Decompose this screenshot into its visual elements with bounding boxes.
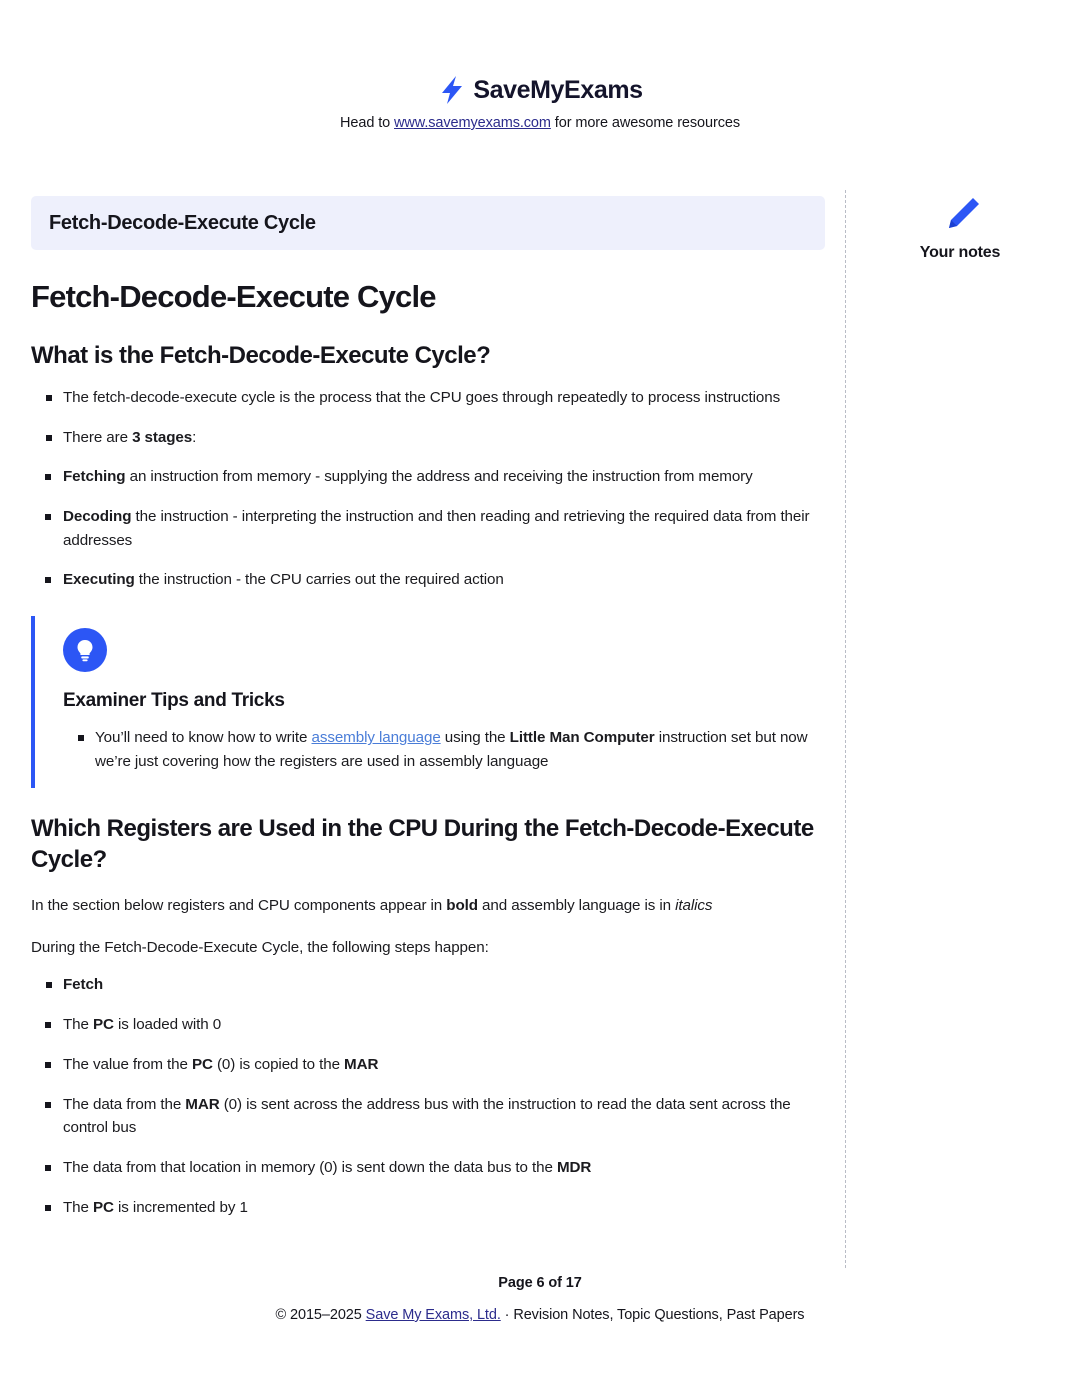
list-item	[63, 726, 825, 773]
copyright	[0, 1307, 1080, 1323]
paragraph-steps-intro: During the Fetch-Decode-Execute Cycle, the following steps happen:	[31, 938, 489, 956]
section-heading-2: Which Registers are Used in the CPU During the Fetch-Decode-Execute Cycle?	[31, 814, 814, 874]
step-bold: MAR	[185, 1095, 220, 1113]
save-my-exams-link[interactable]: Save My Exams, Ltd.	[365, 1307, 501, 1323]
step-bold: PC	[93, 1198, 114, 1216]
callout-text-a: You’ll need to know how to write	[95, 729, 312, 747]
page-title: Fetch-Decode-Execute Cycle	[31, 279, 436, 314]
para-italic: italics	[675, 897, 713, 915]
callout-text-c: instruction set but now we’re just covering how the registers are used in assembly language	[95, 729, 808, 770]
copyright-post: · Revision Notes, Topic Questions, Past Papers	[500, 1307, 805, 1323]
header-tagline	[0, 115, 1080, 131]
stage-desc: the instruction - the CPU carries out the required action	[134, 571, 504, 589]
section-heading-1: What is the Fetch-Decode-Execute Cycle?	[31, 342, 491, 369]
fetch-section-list	[31, 973, 825, 997]
step-bold: MDR	[556, 1158, 592, 1176]
para-a: In the section below registers and CPU components appear in	[31, 897, 447, 915]
lightbulb-icon	[63, 628, 107, 672]
callout-title: Examiner Tips and Tricks	[63, 690, 285, 712]
bullet-text-post: :	[192, 428, 197, 446]
notes-divider	[845, 190, 846, 1268]
bullet-text-pre: There are	[63, 428, 133, 446]
step-text: The data from the	[63, 1095, 186, 1113]
list-item	[31, 465, 825, 489]
topic-banner-title: Fetch-Decode-Execute Cycle	[49, 211, 316, 234]
callout-bold: Little Man Computer	[509, 729, 655, 747]
list-item	[31, 1093, 825, 1140]
list-item	[31, 505, 825, 552]
step-text: The	[63, 1198, 93, 1216]
topic-banner	[31, 196, 825, 250]
step-text: (0) is sent across the address bus with the instruction to read the data sent across the control bus	[63, 1095, 791, 1137]
page-header	[0, 0, 1080, 131]
para-bold: bold	[446, 897, 478, 915]
copyright-pre: © 2015–2025	[275, 1307, 366, 1323]
brand-name: SaveMyExams	[473, 75, 643, 104]
list-item	[31, 386, 825, 410]
page-footer	[0, 1275, 1080, 1323]
list-item	[31, 568, 825, 592]
step-text: The value from the	[63, 1055, 192, 1073]
list-item	[31, 1156, 825, 1180]
fetch-steps-list	[31, 1013, 825, 1219]
stage-desc: the instruction - interpreting the instruction and then reading and retrieving the required data from their addresses	[63, 508, 810, 549]
assembly-language-link[interactable]: assembly language	[311, 729, 441, 747]
lightning-bolt-icon	[437, 74, 467, 106]
list-item	[31, 1053, 825, 1077]
step-text: (0) is copied to the	[212, 1055, 345, 1073]
page-number: Page 6 of 17	[498, 1275, 582, 1291]
stage-desc: an instruction from memory - supplying the address and receiving the instruction from memory	[125, 468, 753, 486]
savemyexams-link[interactable]: www.savemyexams.com	[394, 115, 551, 131]
intro-bullet-list	[31, 386, 825, 449]
list-item	[31, 1013, 825, 1037]
fetch-label: Fetch	[63, 976, 104, 994]
step-text: is incremented by 1	[113, 1198, 248, 1216]
stages-list	[31, 465, 825, 592]
callout-list	[63, 726, 825, 773]
bullet-text: The fetch-decode-execute cycle is the process that the CPU goes through repeatedly to process instructions	[63, 388, 781, 406]
examiner-tips-callout	[31, 616, 825, 787]
bullet-text-bold: 3 stages	[132, 428, 193, 446]
pen-icon	[880, 192, 1040, 236]
stage-name: Executing	[63, 571, 135, 589]
your-notes-area	[880, 192, 1040, 262]
your-notes-label: Your notes	[919, 244, 1001, 261]
list-item	[31, 1196, 825, 1220]
stage-name: Decoding	[63, 508, 132, 526]
tagline-suffix: for more awesome resources	[550, 115, 740, 131]
step-text: The data from that location in memory (0) is sent down the data bus to the	[63, 1158, 557, 1176]
list-item	[31, 426, 825, 450]
document-content	[31, 196, 825, 1235]
step-text: is loaded with 0	[113, 1016, 222, 1034]
step-bold: PC	[191, 1055, 213, 1073]
brand	[0, 74, 1080, 106]
list-item	[31, 973, 825, 997]
callout-text-b: using the	[440, 729, 510, 747]
tagline-prefix: Head to	[340, 115, 395, 131]
para-b: and assembly language is in	[477, 897, 676, 915]
step-text: The	[63, 1016, 93, 1034]
stage-name: Fetching	[63, 468, 126, 486]
step-bold: PC	[93, 1016, 114, 1034]
paragraph-registers-note	[31, 894, 825, 918]
step-bold: MAR	[344, 1055, 379, 1073]
